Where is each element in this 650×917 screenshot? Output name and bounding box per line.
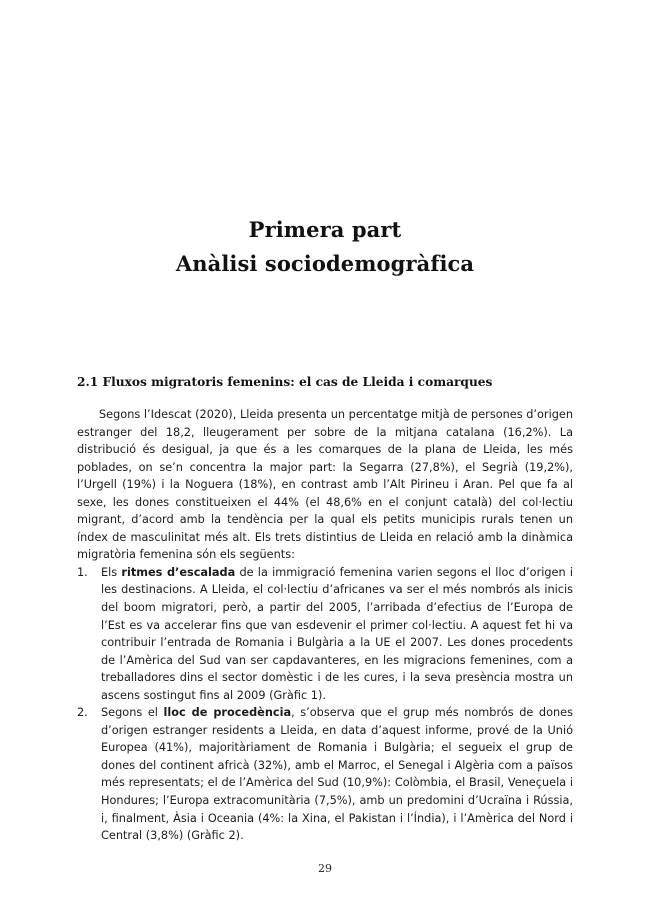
part-subtitle: Anàlisi sociodemogràfica [175,251,475,276]
list-item-text: , s’observa que el grup més nombrós de dones d’origen estranger residents a Lleida, en data d’aquest informe, prové de la Unió Europea (41%), majoritàriament de Romania i Bulgària; el segueix el grup de dones del continent africà (32%), amb el Marroc, el Senegal i Algèria com a països més representats; el de l’Amèrica del Sud (10,9%): Colòmbia, el Brasil, Veneçuela i Hondures; l’Europa extracomunitària (7,5%), amb un predomini d’Ucraïna i Rússia, i, finalment, Àsia i Oceania (4%: la Xina, el Pakistan i l’Índia), i l’Amèrica del Nord i Central (3,8%) (Gràfic 2). [101,706,574,843]
body-text [77,406,573,845]
list-item-number: 2. [77,706,88,720]
list-item-lead: Segons el [101,706,164,720]
list-item [77,704,573,844]
part-title-block [0,213,650,281]
list-item-keyword: ritmes d’escalada [121,565,236,579]
list-item-keyword: lloc de procedència [163,706,292,720]
list-item-lead: Els [101,565,122,579]
list-item [77,564,573,704]
page-number: 29 [318,862,332,875]
part-title: Primera part [248,217,402,242]
intro-paragraph: Segons l’Idescat (2020), Lleida presenta un percentatge mitjà de persones d’origen estranger del 18,2, lleugerament per sobre de la mitjana catalana (16,2%). La distribució és desigual, ja que és a les comarques de la plana de Lleida, les més poblades, on se’n concentra la major part: la Segarra (27,8%), el Segrià (19,2%), l’Urgell (19%) i la Noguera (18%), en contrast amb l’Alt Pirineu i Aran. Pel que fa al sexe, les dones constitueixen el 44% (el 48,6% en el conjunt català) del col·lectiu migrant, d’acord amb la tendència per la qual els petits municipis rurals tenen un índex de masculinitat més alt. Els trets distintius de Lleida en relació amb la dinàmica migratòria femenina són els següents: [77,408,573,562]
list-item-text: de la immigració femenina varien segons el lloc d’origen i les destinacions. A Lleida, el col·lectiu d’africanes va ser el més nombrós als inicis del boom migratori, però, a partir del 2005, l’arribada d’efectius de l’Europa de l’Est es va accelerar fins que van esdevenir el primer col·lectiu. A aquest fet hi va contribuir l’entrada de Romania i Bulgària a la UE el 2007. Les dones procedents de l’Amèrica del Sud van ser capdavanteres, en les migracions femenines, com a treballadores dins el sector domèstic i de les cures, i la seva presència mostra un ascens sostingut fins al 2009 (Gràfic 1). [101,565,573,702]
section-heading: 2.1 Fluxos migratoris femenins: el cas de Lleida i comarques [77,375,493,389]
features-list [77,564,573,845]
list-item-number: 1. [77,565,88,579]
